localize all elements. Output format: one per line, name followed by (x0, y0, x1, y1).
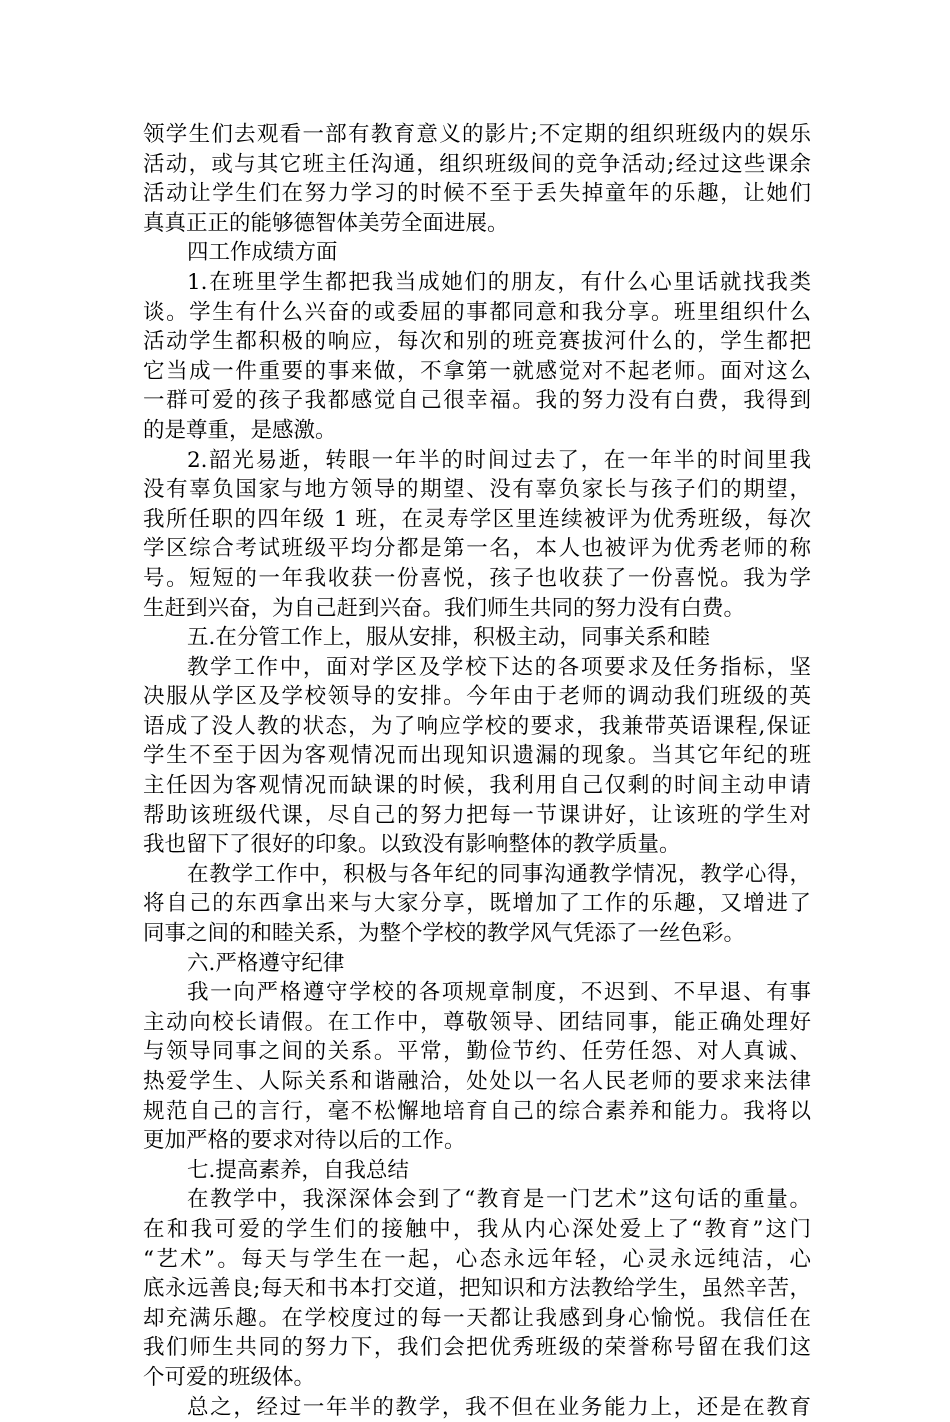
text-line: 与领导同事之间的关系。平常，勤俭节约、任劳任怨、对人真诚、 (143, 1039, 811, 1065)
text-line: 我们师生共同的努力下，我们会把优秀班级的荣誉称号留在我们这 (143, 1335, 811, 1361)
text-line: 我也留下了很好的印象。以致没有影响整体的教学质量。 (143, 832, 681, 858)
text-line: 谈。学生有什么兴奋的或委屈的事都同意和我分享。班里组织什么 (143, 299, 811, 325)
text-line: 的是尊重，是感激。 (143, 417, 337, 443)
text-line: 领学生们去观看一部有教育意义的影片;不定期的组织班级内的娱乐 (143, 122, 811, 147)
text-line: 活动学生都积极的响应，每次和别的班竞赛拔河什么的，学生都把 (143, 329, 811, 355)
text-line: 2.韶光易逝，转眼一年半的时间过去了，在一年半的时间里我 (187, 447, 811, 473)
text-line: 教学工作中，面对学区及学校下达的各项要求及任务指标，坚 (187, 654, 811, 680)
text-line: 我一向严格遵守学校的各项规章制度，不迟到、不早退、有事 (187, 980, 811, 1006)
text-line: 却充满乐趣。在学校度过的每一天都让我感到身心愉悦。我信任在 (143, 1305, 811, 1331)
text-line: 在教学工作中，积极与各年纪的同事沟通教学情况，教学心得， (187, 861, 811, 887)
text-line: 一群可爱的孩子我都感觉自己很幸福。我的努力没有白费，我得到 (143, 388, 811, 414)
text-line: 六.严格遵守纪律 (187, 950, 345, 976)
text-line: 决服从学区及学校领导的安排。今年由于老师的调动我们班级的英 (143, 684, 811, 710)
text-line: 号。短短的一年我收获一份喜悦，孩子也收获了一份喜悦。我为学 (143, 565, 811, 591)
text-line: 个可爱的班级体。 (143, 1364, 316, 1390)
text-line: 底永远善良;每天和书本打交道，把知识和方法教给学生，虽然辛苦， (143, 1276, 811, 1302)
text-line: 生赶到兴奋，为自己赶到兴奋。我们师生共同的努力没有白费。 (143, 595, 746, 621)
text-line: 1.在班里学生都把我当成她们的朋友，有什么心里话就找我类 (187, 269, 811, 295)
text-line: 活动让学生们在努力学习的时候不至于丢失掉童年的乐趣，让她们 (143, 181, 811, 207)
text-line: 主动向校长请假。在工作中，尊敬领导、团结同事，能正确处理好 (143, 1009, 811, 1035)
text-line: 在和我可爱的学生们的接触中，我从内心深处爱上了“教育”这门 (143, 1216, 811, 1242)
document-page (143, 120, 811, 1422)
text-line: 真真正正的能够德智体美劳全面进展。 (143, 210, 509, 236)
text-line: 学区综合考试班级平均分都是第一名，本人也被评为优秀老师的称 (143, 536, 811, 562)
text-line: 热爱学生、人际关系和谐融洽，处处以一名人民老师的要求来法律 (143, 1069, 811, 1094)
text-line: 帮助该班级代课，尽自己的努力把每一节课讲好，让该班的学生对 (143, 802, 811, 828)
text-line: 主任因为客观情况而缺课的时候，我利用自己仅剩的时间主动申请 (143, 773, 811, 799)
text-line: 活动，或与其它班主任沟通，组织班级间的竞争活动;经过这些课余 (143, 151, 811, 177)
text-line: 我所任职的四年级 1 班，在灵寿学区里连续被评为优秀班级，每次 (143, 506, 811, 532)
text-line: 将自己的东西拿出来与大家分享，既增加了工作的乐趣，又增进了 (143, 891, 811, 917)
text-line: 语成了没人教的状态，为了响应学校的要求，我兼带英语课程,保证 (143, 713, 811, 739)
text-line: 它当成一件重要的事来做，不拿第一就感觉对不起老师。面对这么 (143, 358, 811, 384)
text-line: 四工作成绩方面 (187, 240, 338, 266)
text-line: 总之，经过一年半的教学，我不但在业务能力上，还是在教育 (187, 1394, 811, 1420)
text-line: 同事之间的和睦关系，为整个学校的教学风气凭添了一丝色彩。 (143, 921, 746, 947)
text-line: 五.在分管工作上，服从安排，积极主动，同事关系和睦 (187, 625, 710, 651)
text-line: 七.提高素养，自我总结 (187, 1157, 409, 1183)
text-line: 规范自己的言行，毫不松懈地培育自己的综合素养和能力。我将以 (143, 1098, 811, 1124)
text-line: “艺术”。每天与学生在一起，心态永远年轻，心灵永远纯洁，心 (143, 1246, 811, 1272)
text-line: 没有辜负国家与地方领导的期望、没有辜负家长与孩子们的期望， (143, 477, 811, 503)
text-line: 学生不至于因为客观情况而出现知识遗漏的现象。当其它年纪的班 (143, 743, 811, 769)
text-line: 更加严格的要求对待以后的工作。 (143, 1128, 466, 1154)
text-line: 在教学中，我深深体会到了“教育是一门艺术”这句话的重量。 (187, 1187, 811, 1213)
